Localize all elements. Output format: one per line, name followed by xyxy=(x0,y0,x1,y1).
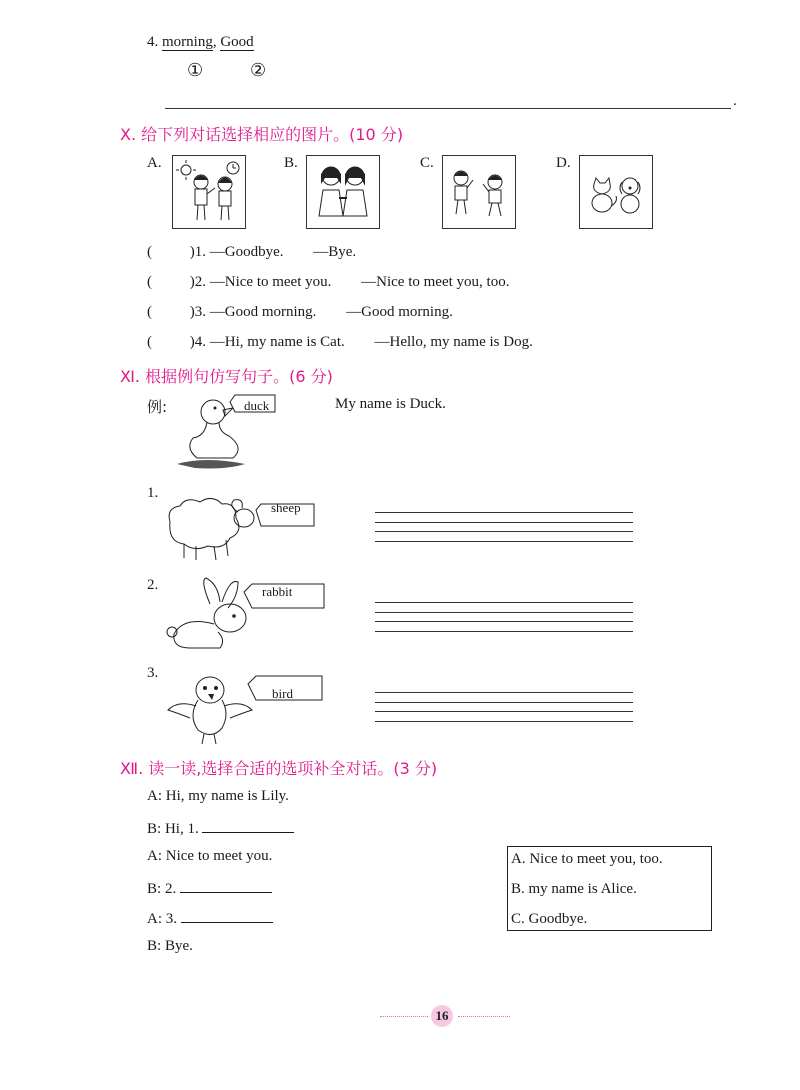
rabbit-bubble-text: rabbit xyxy=(262,584,293,599)
answer-paren[interactable]: ( xyxy=(147,274,152,290)
choice-c: C. Goodbye. xyxy=(511,911,588,927)
blank-3[interactable] xyxy=(181,908,273,923)
page-number: 16 xyxy=(431,1005,453,1027)
dialog-line-1 xyxy=(147,788,289,805)
answer-period: . xyxy=(733,93,737,109)
example-bubble-text: duck xyxy=(244,398,270,413)
writing-item-1-number: 1. xyxy=(147,485,159,501)
speaker: B: xyxy=(147,821,162,837)
line-a: —Goodbye. xyxy=(209,244,284,260)
dialog-text: Hi, 1. xyxy=(164,821,199,837)
writing-line[interactable] xyxy=(375,522,633,523)
option-d-label: D. xyxy=(556,155,571,171)
kids-greeting-illustration xyxy=(173,156,245,228)
writing-line[interactable] xyxy=(375,621,633,622)
answer-paren[interactable]: ( xyxy=(147,244,152,260)
cat-and-dog-illustration xyxy=(580,156,652,228)
writing-line[interactable] xyxy=(375,512,633,513)
marker-1: ① xyxy=(187,60,204,80)
line-a: —Hi, my name is Cat. xyxy=(209,334,345,350)
item-4-line xyxy=(147,34,254,51)
question-1 xyxy=(147,244,356,261)
writing-line[interactable] xyxy=(375,692,633,693)
speaker: B: xyxy=(147,881,162,897)
marker-2: ② xyxy=(250,60,267,80)
option-c-label: C. xyxy=(420,155,434,171)
line-b: —Nice to meet you, too. xyxy=(361,274,510,290)
question-3 xyxy=(147,304,453,321)
line-b: —Good morning. xyxy=(346,304,453,320)
question-number: )2. xyxy=(189,274,206,290)
writing-line[interactable] xyxy=(375,612,633,613)
picture-c xyxy=(442,155,516,229)
dialog-text: Nice to meet you. xyxy=(165,848,273,864)
dialog-text: 3. xyxy=(165,911,177,927)
dialog-text: 2. xyxy=(164,881,177,897)
section-12-title: Ⅻ. 读一读,选择合适的选项补全对话。(3 分) xyxy=(120,759,438,778)
footer-dots-left xyxy=(380,1016,428,1017)
picture-d xyxy=(579,155,653,229)
dialog-text: Hi, my name is Lily. xyxy=(165,788,289,804)
item-number: 4. xyxy=(147,34,159,50)
dialog-line-6 xyxy=(147,938,193,955)
question-2 xyxy=(147,274,509,291)
writing-line[interactable] xyxy=(375,711,633,712)
section-10-title: Ⅹ. 给下列对话选择相应的图片。(10 分) xyxy=(120,125,404,144)
line-b: —Hello, my name is Dog. xyxy=(374,334,533,350)
picture-b xyxy=(306,155,380,229)
scrambled-word-1: morning xyxy=(162,34,213,50)
writing-line[interactable] xyxy=(375,631,633,632)
question-number: )1. xyxy=(189,244,206,260)
question-4 xyxy=(147,334,533,351)
dialog-line-3 xyxy=(147,848,272,865)
example-sentence: My name is Duck. xyxy=(335,396,446,412)
writing-line[interactable] xyxy=(375,721,633,722)
dialog-line-4 xyxy=(147,878,272,898)
comma: , xyxy=(212,34,217,50)
speaker: A: xyxy=(147,848,162,864)
answer-paren[interactable]: ( xyxy=(147,334,152,350)
choice-a: A. Nice to meet you, too. xyxy=(511,851,663,867)
answer-paren[interactable]: ( xyxy=(147,304,152,320)
speaker: A: xyxy=(147,911,162,927)
bird-bubble-text: bird xyxy=(272,686,293,701)
choices-box xyxy=(507,846,712,931)
question-number: )3. xyxy=(189,304,206,320)
line-a: —Nice to meet you. xyxy=(209,274,332,290)
dialog-text: Bye. xyxy=(164,938,193,954)
section-11-title: Ⅺ. 根据例句仿写句子。(6 分) xyxy=(120,367,333,386)
line-b: —Bye. xyxy=(313,244,357,260)
girls-handshake-illustration xyxy=(307,156,379,228)
option-b-label: B. xyxy=(284,155,298,171)
kids-goodbye-illustration xyxy=(443,156,515,228)
writing-line[interactable] xyxy=(375,531,633,532)
line-a: —Good morning. xyxy=(209,304,317,320)
blank-1[interactable] xyxy=(202,818,294,833)
scrambled-word-2: Good xyxy=(220,34,254,50)
answer-line[interactable] xyxy=(165,108,731,109)
dialog-line-2 xyxy=(147,818,294,838)
writing-item-2-number: 2. xyxy=(147,577,159,593)
question-number: )4. xyxy=(189,334,206,350)
blank-2[interactable] xyxy=(180,878,272,893)
rabbit-illustration xyxy=(164,576,334,656)
speaker: B: xyxy=(147,938,162,954)
writing-line[interactable] xyxy=(375,541,633,542)
writing-line[interactable] xyxy=(375,702,633,703)
bird-illustration xyxy=(164,670,334,746)
writing-item-3-number: 3. xyxy=(147,665,159,681)
speaker: A: xyxy=(147,788,162,804)
sheep-bubble-text: sheep xyxy=(271,500,301,515)
writing-line[interactable] xyxy=(375,602,633,603)
example-label: 例: xyxy=(147,398,168,416)
choice-b: B. my name is Alice. xyxy=(511,881,637,897)
dialog-line-5 xyxy=(147,908,273,928)
picture-a xyxy=(172,155,246,229)
footer-dots-right xyxy=(458,1016,510,1017)
option-a-label: A. xyxy=(147,155,162,171)
